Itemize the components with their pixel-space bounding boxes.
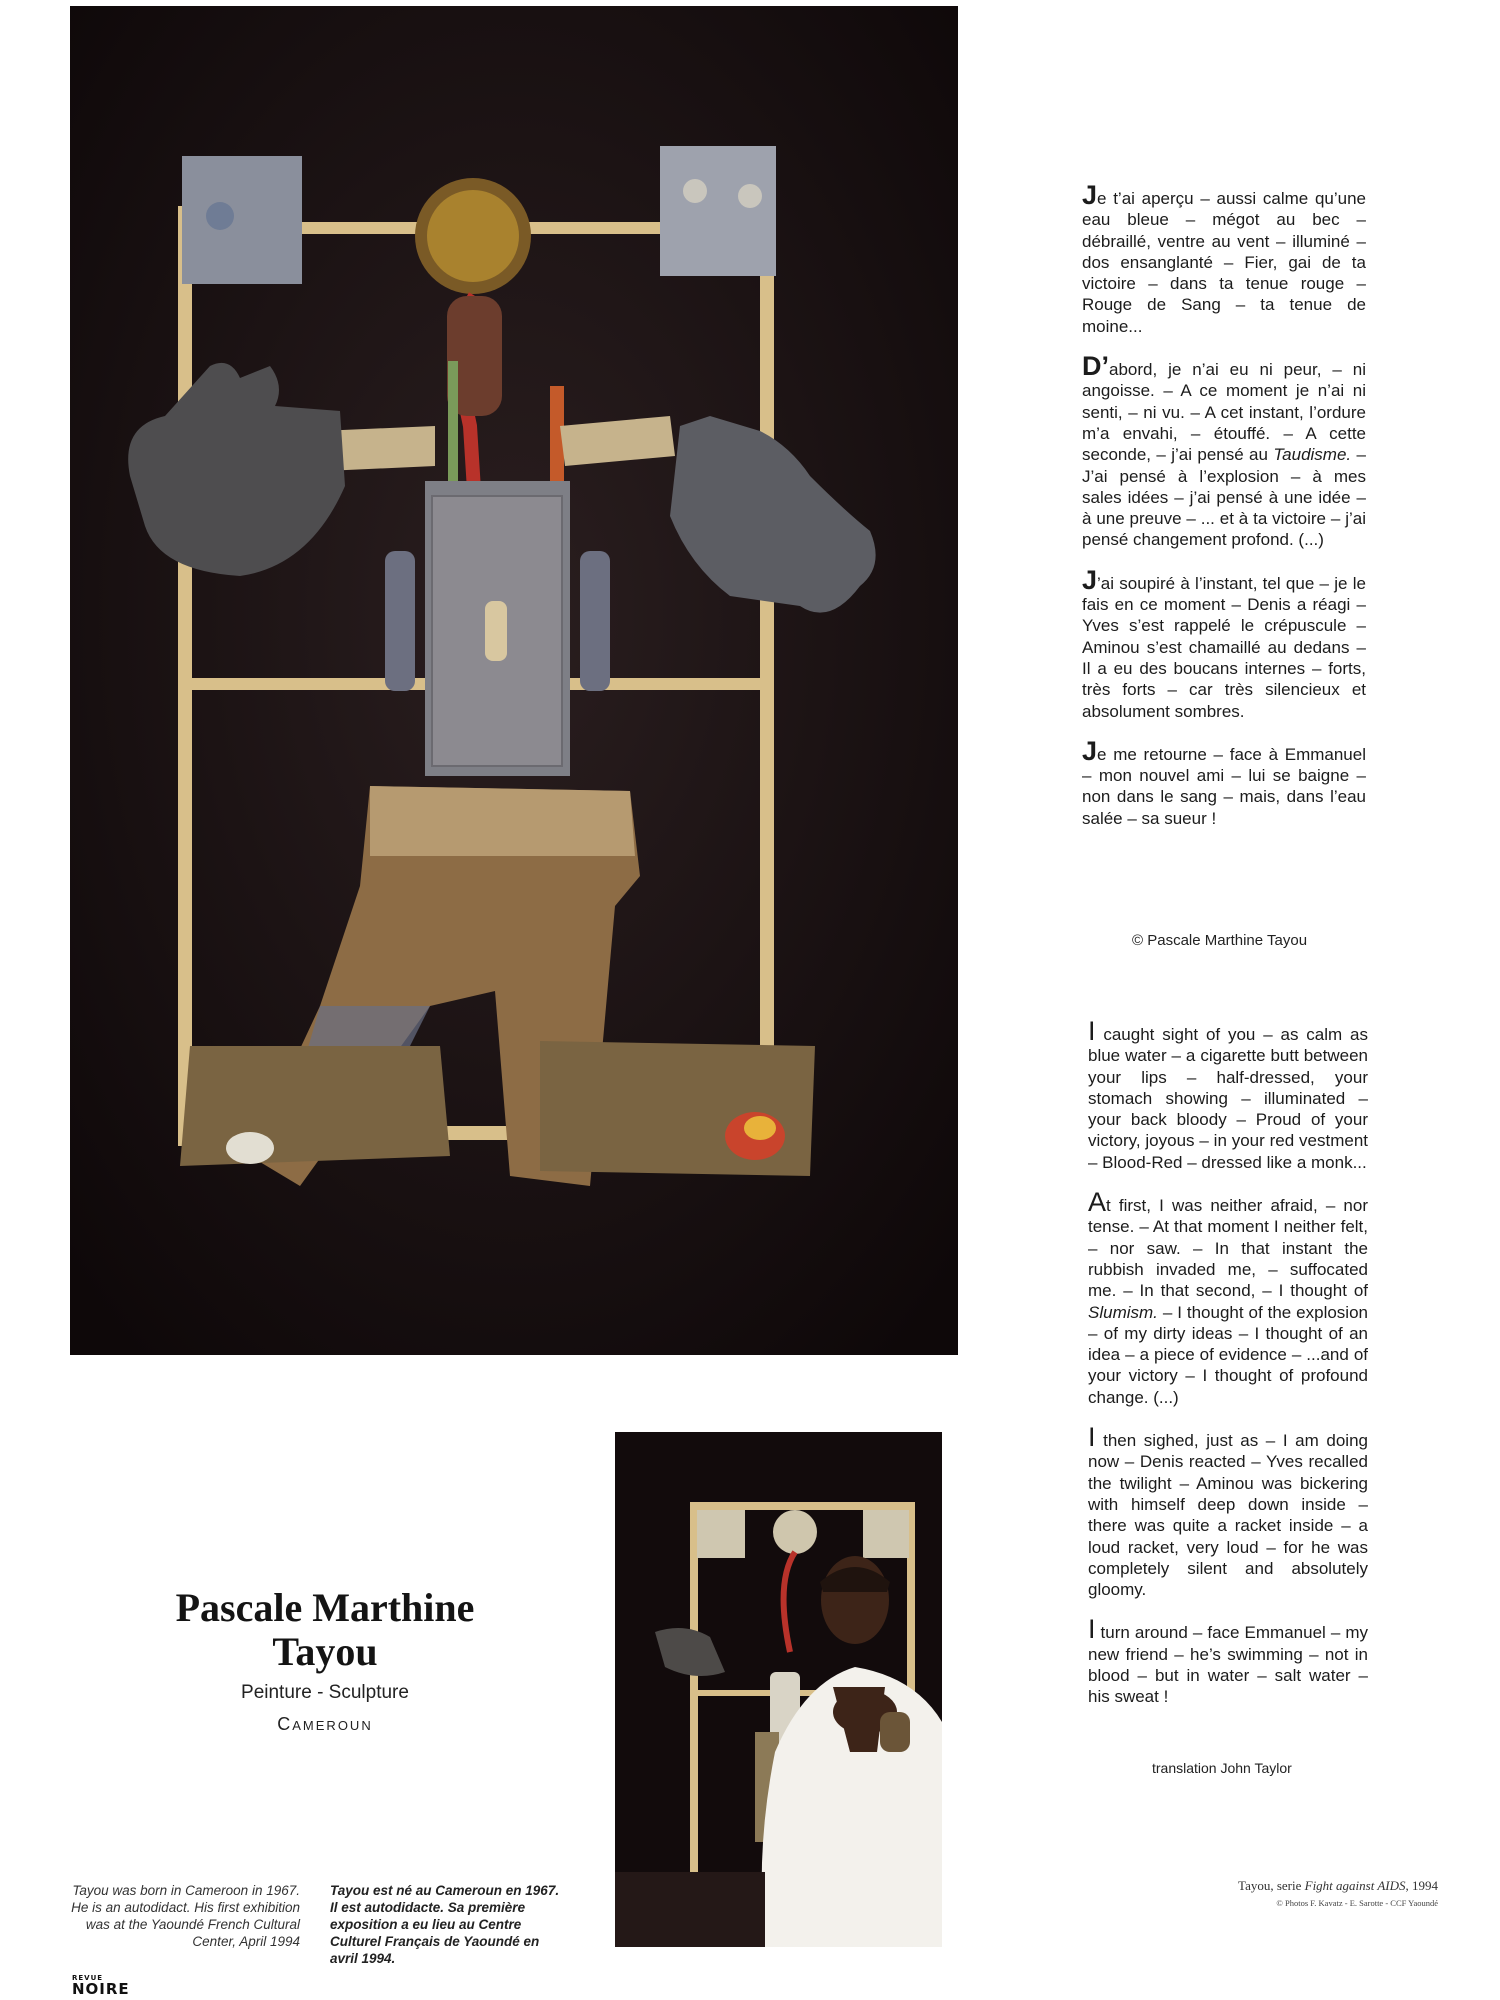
sculpture-photo-large [70, 6, 958, 1355]
paragraph-text: caught sight of you – as calm as blue water – a cigarette butt between your lips – half-dressed, your stomach showing – illuminated – your back bloody – Proud of your victory, joyous – in your red vestment – Blood-Red – dressed like a monk... [1088, 1025, 1368, 1172]
portrait-illustration [615, 1432, 942, 1947]
dropcap: I [1088, 1422, 1096, 1453]
paragraph-text: – I thought of the explosion – of my dirty ideas – I thought of an idea – a piece of evidence – ...and of your victory – I thought of profound change. (...) [1088, 1302, 1368, 1407]
english-paragraph-4 [1088, 1614, 1368, 1707]
dropcap: I [1088, 1614, 1096, 1645]
paragraph-text: e me retourne – face à Emmanuel – mon nouvel ami – lui se baigne – non dans le sang – mais, dans l’eau salée – sa sueur ! [1082, 744, 1366, 828]
logo-bottom-text: NOIRE [72, 1980, 130, 1998]
italic-word: Taudisme. [1273, 445, 1352, 465]
logo-top-text: REVUE [72, 1974, 104, 1982]
dropcap: I [1088, 1016, 1096, 1046]
english-poem [1088, 1016, 1368, 1728]
paragraph-text: abord, je n’ai eu ni peur, – ni angoisse. – A ce moment je n’ai ni senti, – ni vu. – A cet instant, l’ordure m’a envahi, – étouffé. – A cette seconde, – j’ai pensé au [1082, 360, 1366, 465]
artist-name-line-2: Tayou [272, 1629, 378, 1674]
french-poem [1082, 180, 1366, 849]
caption-series-title: Fight against AIDS [1304, 1878, 1406, 1893]
french-paragraph-3 [1082, 564, 1366, 722]
sculpture-illustration [70, 6, 958, 1355]
paragraph-text: t first, I was neither afraid, – nor tense. – At that moment I neither felt, – nor saw. – In that instant the rubbish invaded me, – suffocated me. – In that second, – I thought of [1088, 1196, 1368, 1301]
caption-year: , 1994 [1405, 1878, 1438, 1893]
dropcap: J [1082, 180, 1098, 210]
photo-caption [1238, 1878, 1438, 1894]
artist-name [120, 1586, 530, 1674]
french-paragraph-1 [1082, 180, 1366, 337]
paragraph-text: then sighed, just as – I am doing now – Denis reacted – Yves recalled the twilight – Aminou was bickering with himself deep down inside – there was quite a racket inside – a loud racket, very loud – for he was completely silent and absolutely gloomy. [1088, 1431, 1368, 1600]
dropcap: A [1088, 1187, 1107, 1218]
french-paragraph-2 [1082, 351, 1366, 551]
english-paragraph-1 [1088, 1016, 1368, 1173]
french-paragraph-4 [1082, 735, 1366, 829]
paragraph-text: e t’ai aperçu – aussi calme qu’une eau bleue – mégot au bec – débraillé, ventre au vent – illuminé – dos ensanglanté – Fier, gai de ta victoire – dans ta tenue rouge – Rouge de Sang – ta tenue de moine... [1082, 189, 1366, 336]
dropcap: J [1082, 564, 1098, 595]
artist-name-line-1: Pascale Marthine [175, 1585, 475, 1630]
paragraph-text: – J’ai pensé à l’explosion – à mes sales idées – j’ai pensé à une idée – à une preuve – ... et à ta victoire – j’ai pensé changement profond. (...) [1082, 445, 1366, 550]
caption-prefix: Tayou, serie [1238, 1878, 1305, 1893]
paragraph-text: ’ai soupiré à l’instant, tel que – je le fais en ce moment – Denis a réagi – Yves s’est rappelé le crépuscule – Aminou s’est chamaillé au dedans – Il a eu des boucans internes – forts, très forts – car très silencieux et absolument sombres. [1082, 573, 1366, 721]
photo-credits: © Photos F. Kavatz - E. Sarotte - CCF Yaoundé [1276, 1898, 1438, 1908]
english-paragraph-3 [1088, 1422, 1368, 1600]
dropcap: J [1082, 735, 1098, 766]
copyright-line: © Pascale Marthine Tayou [1132, 932, 1308, 949]
magazine-logo [72, 1975, 130, 1997]
bio-english: Tayou was born in Cameroon in 1967. He is an autodidact. His first exhibition was at the Yaoundé French Cultural Center, April 1994 [71, 1883, 300, 1949]
artist-portrait-photo [615, 1432, 942, 1947]
dropcap: D’ [1082, 351, 1109, 382]
artist-discipline: Peinture - Sculpture [241, 1682, 409, 1703]
paragraph-text: turn around – face Emmanuel – my new friend – he’s swimming – not in blood – but in water – salt water – his sweat ! [1088, 1623, 1368, 1707]
english-paragraph-2 [1088, 1187, 1368, 1408]
translation-credit: translation John Taylor [1152, 1760, 1292, 1776]
artist-country: Cameroun [277, 1714, 373, 1734]
italic-word: Slumism. [1088, 1302, 1158, 1322]
bio-french: Tayou est né au Cameroun en 1967. Il est autodidacte. Sa première exposition a eu lieu au Centre Culturel Français de Yaoundé en avril 1994. [330, 1883, 560, 1966]
